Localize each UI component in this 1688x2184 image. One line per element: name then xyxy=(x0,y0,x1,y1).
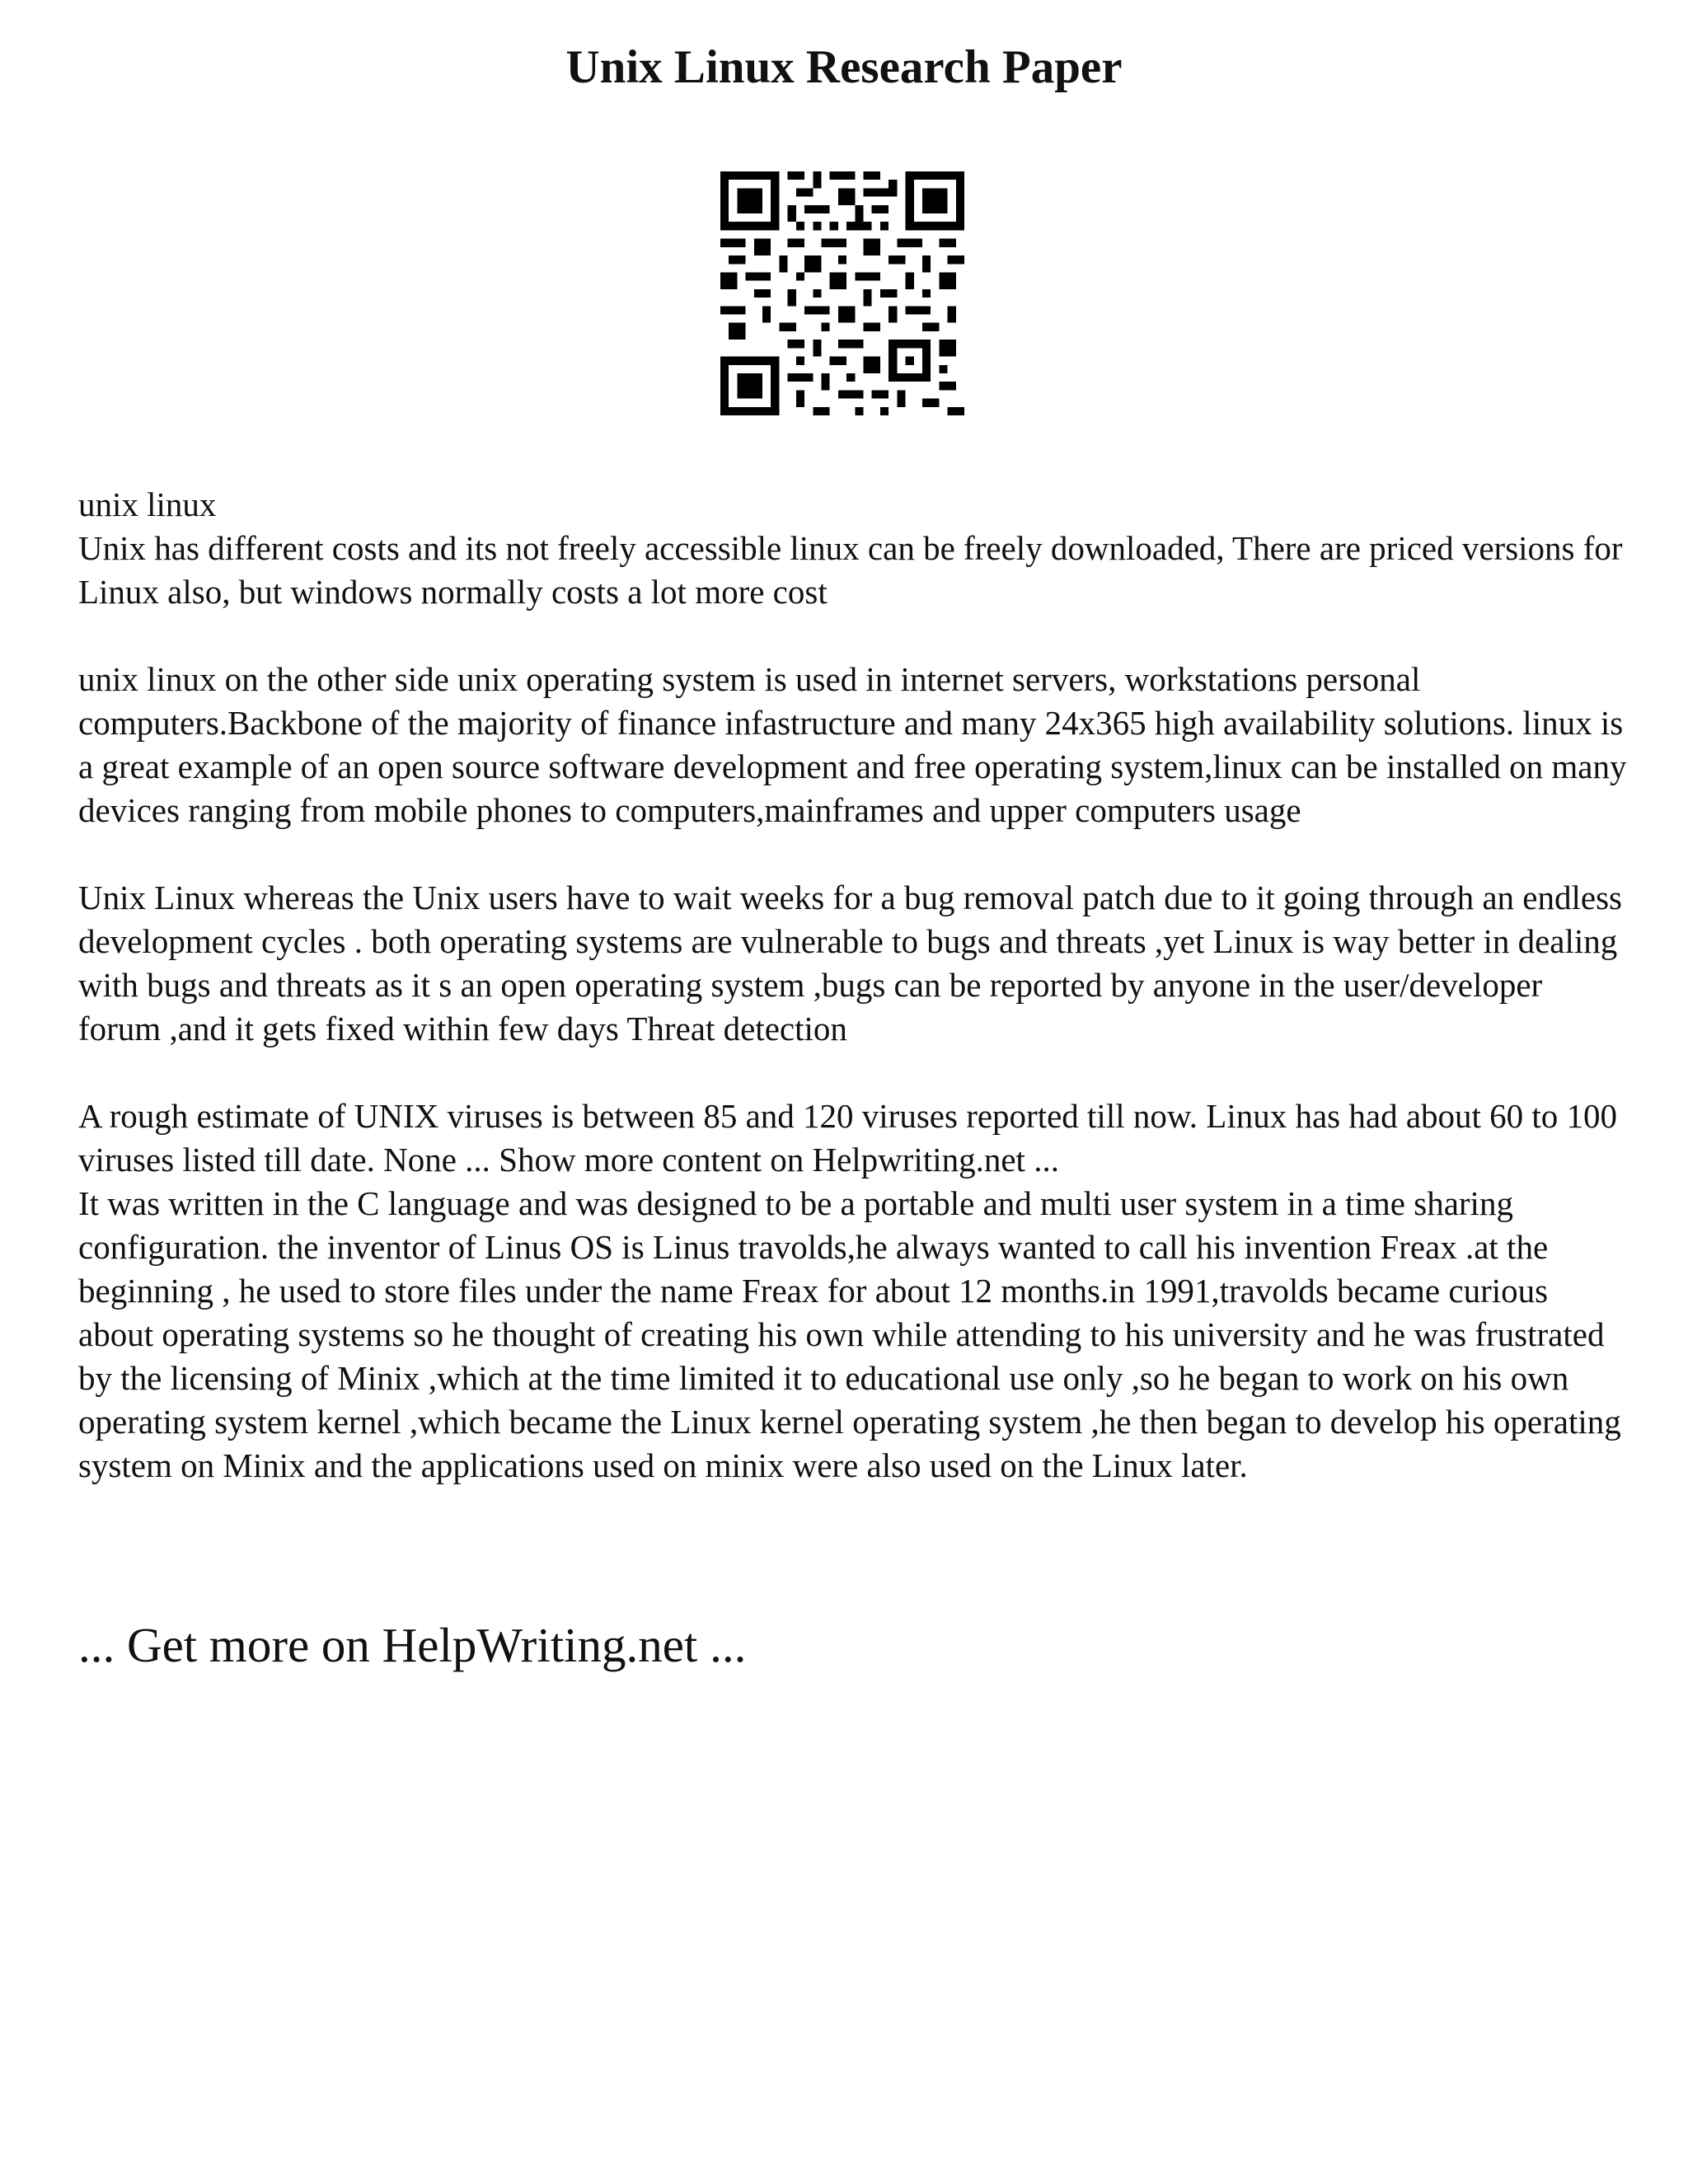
paragraph-usage: unix linux on the other side unix operating system is used in internet servers, workstations personal computers.Backbone of the majority of finance infastructure and many 24x365 high availability solutions. linux is a great example of an open source software development and free operating system,linux can be installed on many devices ranging from mobile phones to computers,mainframes and upper computers usage xyxy=(78,660,1627,829)
paragraph-bugs: Unix Linux whereas the Unix users have to wait weeks for a bug removal patch due to it going through an endless development cycles . both operating systems are vulnerable to bugs and threats ,yet Linux is way better in dealing with bugs and threats as it s an open operating system ,bugs can be reported by anyone in the user/developer forum ,and it gets fixed within few days Threat detection xyxy=(78,879,1623,1047)
paragraph-history: It was written in the C language and was designed to be a portable and multi user system in a time sharing configuration. the inventor of Linus OS is Linus travolds,he always wanted to call his invention Freax .at the beginning , he used to store files under the name Freax for about 12 months.in 1991,travolds became curious about operating systems so he thought of creating his own while attending to his university and he was frustrated by the licensing of Minix ,which at the time limited it to educational use only ,so he began to work on his own operating system kernel ,which became the Linux kernel operating system ,he then began to develop his operating system on Minix and the applications used on minix were also used on the Linux later. xyxy=(78,1184,1621,1484)
qr-code-icon[interactable] xyxy=(720,171,964,415)
get-more-link[interactable]: ... Get more on HelpWriting.net ... xyxy=(78,1618,747,1672)
article-body xyxy=(78,483,1628,1531)
paragraph-cost: unix linux Unix has different costs and its not freely accessible linux can be freely downloaded, There are priced versions for Linux also, but windows normally costs a lot more cost xyxy=(78,485,1623,611)
page-title: Unix Linux Research Paper xyxy=(565,41,1123,93)
paragraph-viruses: A rough estimate of UNIX viruses is between 85 and 120 viruses reported till now. Linux has had about 60 to 100 viruses listed till date. None ... Show more content on Helpwriting.net ... xyxy=(78,1097,1618,1179)
